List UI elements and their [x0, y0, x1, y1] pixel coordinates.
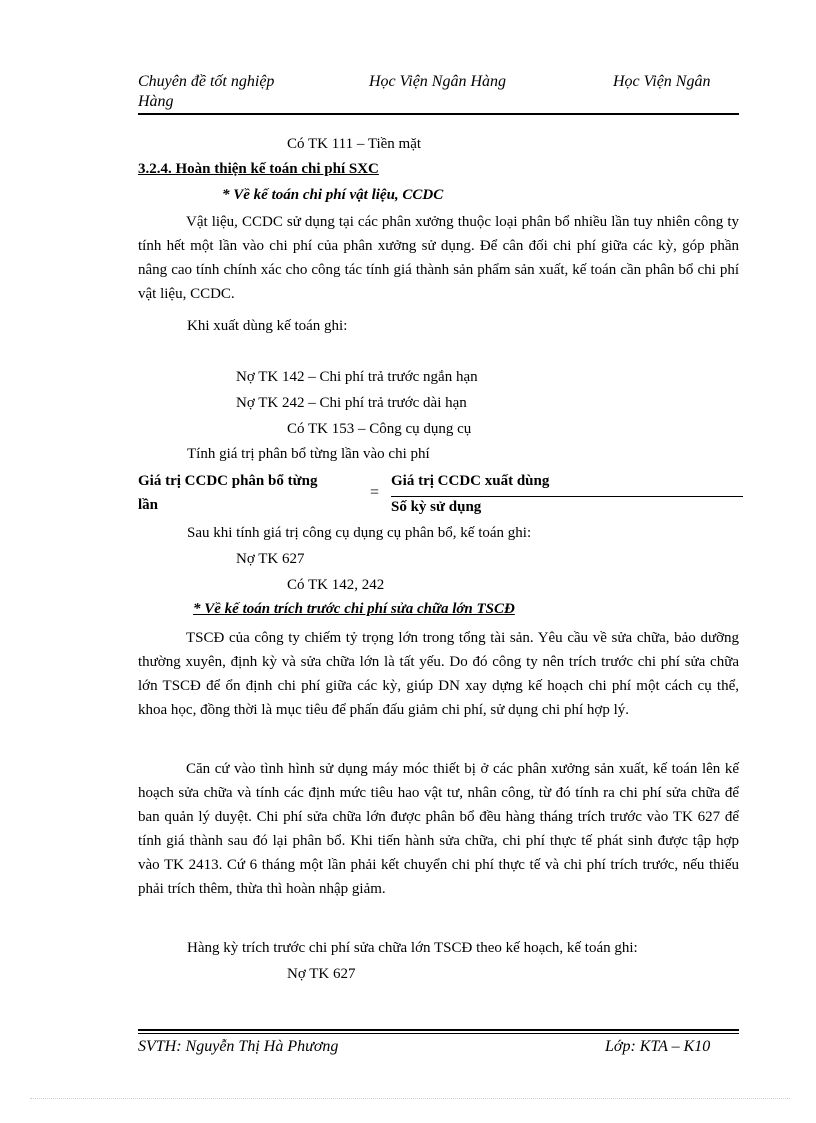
subheading-repair: * Về kế toán trích trước chi phí sửa chữa lớn TSCĐ — [193, 601, 515, 617]
formula-denominator: Số kỳ sử dụng — [391, 499, 482, 515]
entry-co-153: Có TK 153 – Công cụ dụng cụ — [287, 421, 472, 437]
paragraph-allocation: Tính giá trị phân bổ từng lần vào chi phí — [187, 446, 430, 462]
page-bottom-dotted-line — [30, 1098, 790, 1099]
entry-no-627-final: Nợ TK 627 — [287, 966, 356, 982]
footer-class: Lớp: KTA – K10 — [605, 1038, 711, 1055]
paragraph-periodic: Hàng kỳ trích trước chi phí sửa chữa lớn TSCĐ theo kế hoạch, kế toán ghi: — [187, 940, 638, 956]
entry-no-242: Nợ TK 242 – Chi phí trả trước dài hạn — [236, 395, 467, 411]
footer-student: SVTH: Nguyễn Thị Hà Phương — [138, 1038, 339, 1055]
footer-rule-top — [138, 1029, 739, 1031]
entry-co-142-242: Có TK 142, 242 — [287, 577, 385, 593]
formula-fraction-bar — [391, 496, 743, 497]
paragraph-materials: Vật liệu, CCDC sử dụng tại các phân xưởng thuộc loại phân bổ nhiều lần tuy nhiên công ty tính hết một lần vào chi phí của phân xưởng sử dụng. Để cân đối chi phí giữa các kỳ, góp phần nâng cao tính chính xác cho công tác tính giá thành sản phẩm sản xuất, kế toán cần phân bổ chi phí vật liệu, CCDC. — [138, 214, 739, 302]
header-rule — [138, 113, 739, 115]
paragraph-repair-plan: Căn cứ vào tình hình sử dụng máy móc thiết bị ở các phân xưởng sản xuất, kế toán lên kế hoạch sửa chữa và tính các định mức tiêu hao vật tư, nhân công, từ đó tính ra chi phí sửa chữa để ban quản lý duyệt. Chi phí sửa chữa lớn được phân bổ đều hàng tháng trích trước vào TK 627 để tính giá thành sau đó lại phân bổ. Khi tiến hành sửa chữa, chi phí thực tế phát sinh được tập hợp vào TK 2413. Cứ 6 tháng một lần phải kết chuyển chi phí thực tế và chi phí trích trước, nếu thiếu phải trích thêm, thừa thì hoàn nhập giảm. — [138, 761, 739, 897]
subheading-materials: * Về kế toán chi phí vật liệu, CCDC — [222, 187, 444, 203]
paragraph-after-allocation: Sau khi tính giá trị công cụ dụng cụ phân bổ, kế toán ghi: — [187, 525, 532, 541]
paragraph-repair: TSCĐ của công ty chiếm tỷ trọng lớn trong tổng tài sản. Yêu cầu về sửa chữa, bảo dưỡng thường xuyên, định kỳ và sửa chữa lớn là tất yếu. Do đó công ty nên trích trước chi phí sửa chữa lớn TSCĐ để ổn định chi phí giữa các kỳ, giúp DN xay dựng kế hoạch chi phí một cách cụ thể, khoa học, đồng thời là mục tiêu để phấn đấu giảm chi phí, sử dụng chi phí hợp lý. — [138, 630, 739, 718]
section-title: 3.2.4. Hoàn thiện kế toán chi phí SXC — [138, 161, 379, 177]
entry-no-627: Nợ TK 627 — [236, 551, 305, 567]
header-left: Chuyên đề tốt nghiệp — [138, 73, 275, 90]
entry-no-142: Nợ TK 142 – Chi phí trả trước ngắn hạn — [236, 369, 478, 385]
paragraph-issue: Khi xuất dùng kế toán ghi: — [187, 318, 348, 334]
header-right: Học Viện Ngân — [613, 73, 711, 90]
formula-left-line2: lần — [138, 497, 159, 513]
footer-rule-bottom — [138, 1033, 739, 1034]
formula-left-line1: Giá trị CCDC phân bổ từng — [138, 473, 318, 489]
formula-equals: = — [370, 484, 380, 501]
entry-co-111: Có TK 111 – Tiền mặt — [287, 136, 422, 152]
header-left-continued: Hàng — [138, 93, 174, 110]
header-center: Học Viện Ngân Hàng — [369, 73, 507, 90]
formula-numerator: Giá trị CCDC xuất dùng — [391, 473, 550, 489]
